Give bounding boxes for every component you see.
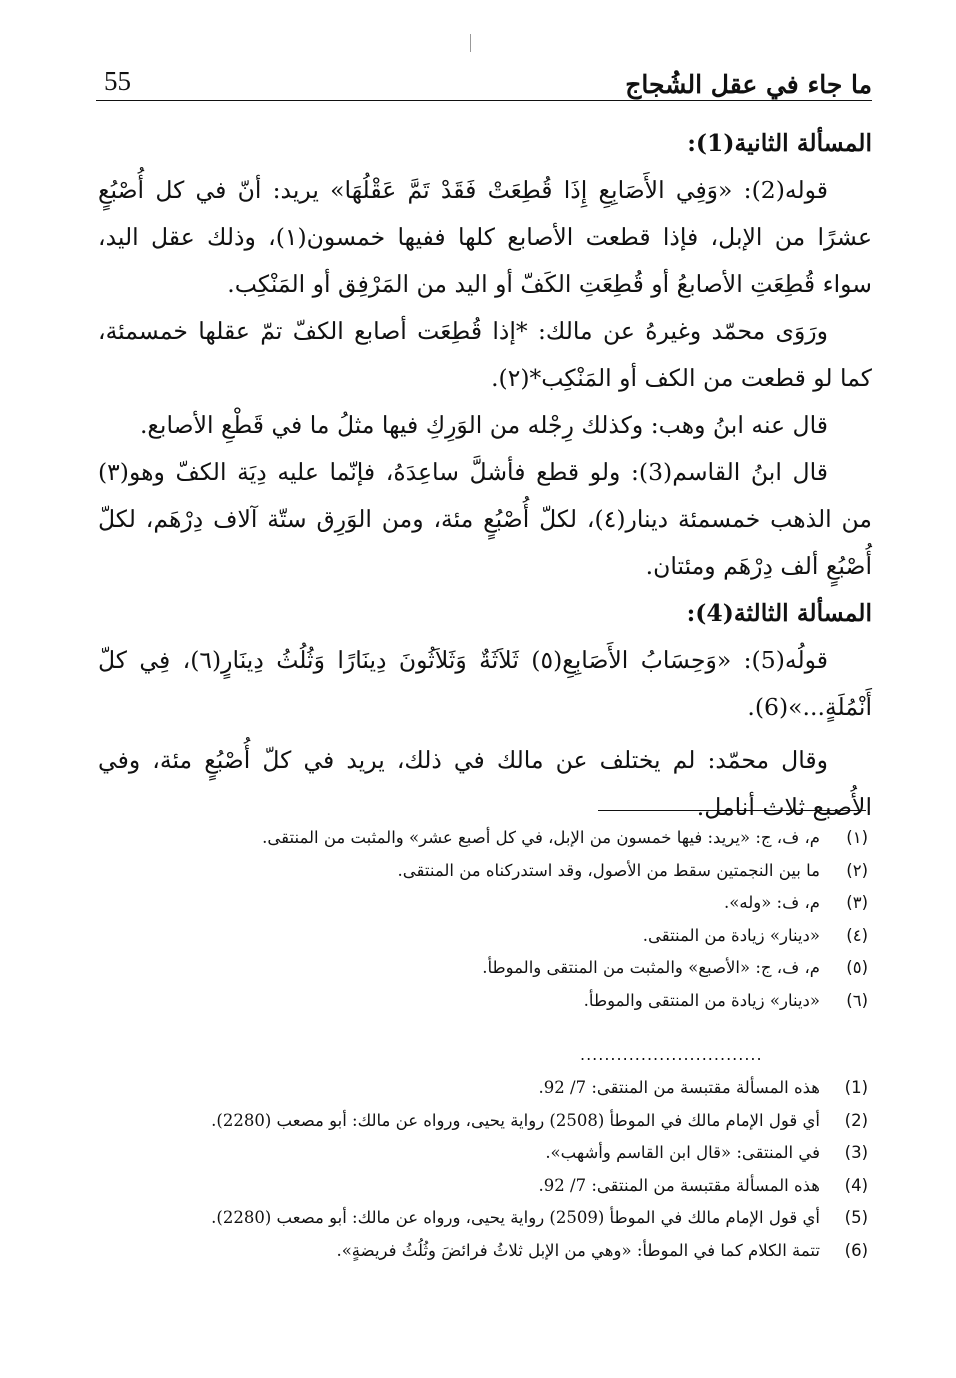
section-heading: المسألة الثانية(1): — [687, 129, 872, 157]
footnote-text: م، ف، ج: «يريد: فيها خمسون من الإبل، في كل أصبع عشر» والمثبت من المنتقى. — [262, 828, 820, 847]
footnote-number: (1) — [844, 1078, 868, 1097]
page-number: 55 — [104, 66, 131, 96]
paragraph: ورَوَى محمّد وغيرهُ عن مالك: *إذا قُطِعَت أصابع الكفّ تمّ عقلها خمسمئة، كما لو قطعت من الكف أو المَنْكِب*(٢). — [98, 317, 872, 392]
footnote-text: تتمة الكلام كما في الموطأ: «وهي من الإبل ثلاثُ فرائضَ وثُلُثُ فريضةٍ». — [336, 1240, 820, 1260]
collation-footnotes — [96, 822, 868, 1017]
footnote-text: م، ف، ج: «الأصبع» والمثبت من المنتقى والموطأ. — [482, 958, 820, 977]
footnote-number: (6) — [844, 1240, 868, 1260]
paragraph: قال ابنُ القاسم(3): ولو قطع فأشلَّ ساعِدَهُ، فإنّما عليه دِيَة الكفّ وهو(٣) من الذهب خمسمئة دينار(٤)، لكلّ أُصْبُعٍ مئة، ومن الوَرِق ستّة آلاف دِرْهَم، لكلّ أُصْبُعٍ ألف دِرْهَم ومئتان. — [98, 458, 872, 580]
source-note — [96, 1170, 868, 1203]
footnote-number: (٦) — [846, 990, 868, 1010]
paragraph: وقال محمّد: لم يختلف عن مالك في ذلك، يريد في كلّ أُصْبُعٍ مئة، وفي الأُصبع ثلاث أنامل. — [98, 746, 872, 821]
source-footnotes — [96, 1072, 868, 1267]
paragraph: قال عنه ابنُ وهب: وكذلك رِجْله من الوَرِكِ فيها مثلُ ما في قَطْعِ الأصابع. — [139, 411, 828, 439]
paragraph: قوله(2): «وَفِي الأَصَابِعِ إِذَا قُطِعَتْ فَقَدْ تَمَّ عَقْلُهَا» يريد: أنّ في كل أُصْبُعٍ عشرًا من الإبل، فإذا قطعت الأصابع كلها ففيها خمسون(١)، وذلك عقل اليد، سواء قُطِعَتِ الأصابعُ أو قُطِعَتِ الكَفّ أو اليد من المَرْفِق أو المَنْكِب. — [98, 176, 872, 298]
collation-note — [96, 822, 868, 855]
footnote-number: (3) — [844, 1143, 868, 1162]
footnote-text: أي قول الإمام مالك في الموطأ (2509) رواية يحيى، ورواه عن مالك: أبو مصعب (2280). — [211, 1208, 820, 1227]
source-note — [96, 1202, 868, 1235]
source-note — [96, 1072, 868, 1105]
footnote-text: هذه المسألة مقتبسة من المنتقى: 7/ 92. — [538, 1078, 820, 1097]
scan-mark — [470, 34, 471, 52]
footnote-text: ما بين النجمتين سقط من الأصول، وقد استدركناه من المنتقى. — [397, 860, 820, 880]
footnote-text: «دينار» زيادة من المنتقى والموطأ. — [583, 990, 820, 1010]
header-rule — [96, 100, 872, 101]
footnote-number: (١) — [846, 828, 868, 847]
footnote-text: في المنتقى: «قال ابن القاسم وأشهب». — [545, 1143, 820, 1162]
collation-note — [96, 855, 868, 888]
footnote-number: (٥) — [846, 958, 868, 977]
footnote-number: (2) — [844, 1110, 868, 1130]
collation-note — [96, 985, 868, 1018]
collation-note — [96, 887, 868, 920]
running-title: ما جاء في عقل الشُجاج — [625, 70, 872, 99]
footnote-number: (4) — [844, 1175, 868, 1195]
footnote-number: (5) — [844, 1208, 868, 1227]
section-heading: المسألة الثالثة(4): — [686, 599, 872, 627]
footnote-text: أي قول الإمام مالك في الموطأ (2508) رواية يحيى، ورواه عن مالك: أبو مصعب (2280). — [211, 1110, 820, 1130]
dotted-divider: .............................. — [580, 1050, 763, 1060]
footnote-number: (٢) — [846, 860, 868, 880]
footnote-text: هذه المسألة مقتبسة من المنتقى: 7/ 92. — [538, 1175, 820, 1195]
paragraph: قولُه(5): «وَحِسَابُ الأَصَابِعِ(٥) ثَلاَثَةٌ وَثَلاَثُونَ دِينَارًا وَثُلُثُ دِينَارٍ(٦)، فِي كلّ أَنْمُلَةٍ...»(6). — [98, 646, 872, 721]
footnote-text: م، ف: «وله». — [724, 893, 820, 912]
source-note — [96, 1105, 868, 1138]
main-text — [98, 120, 872, 831]
footnote-text: «دينار» زيادة من المنتقى. — [642, 925, 820, 945]
collation-note — [96, 920, 868, 953]
footnote-number: (٣) — [846, 893, 868, 912]
footnote-number: (٤) — [846, 925, 868, 945]
collation-note — [96, 952, 868, 985]
source-note — [96, 1137, 868, 1170]
footnote-separator — [598, 810, 866, 811]
source-note — [96, 1235, 868, 1268]
